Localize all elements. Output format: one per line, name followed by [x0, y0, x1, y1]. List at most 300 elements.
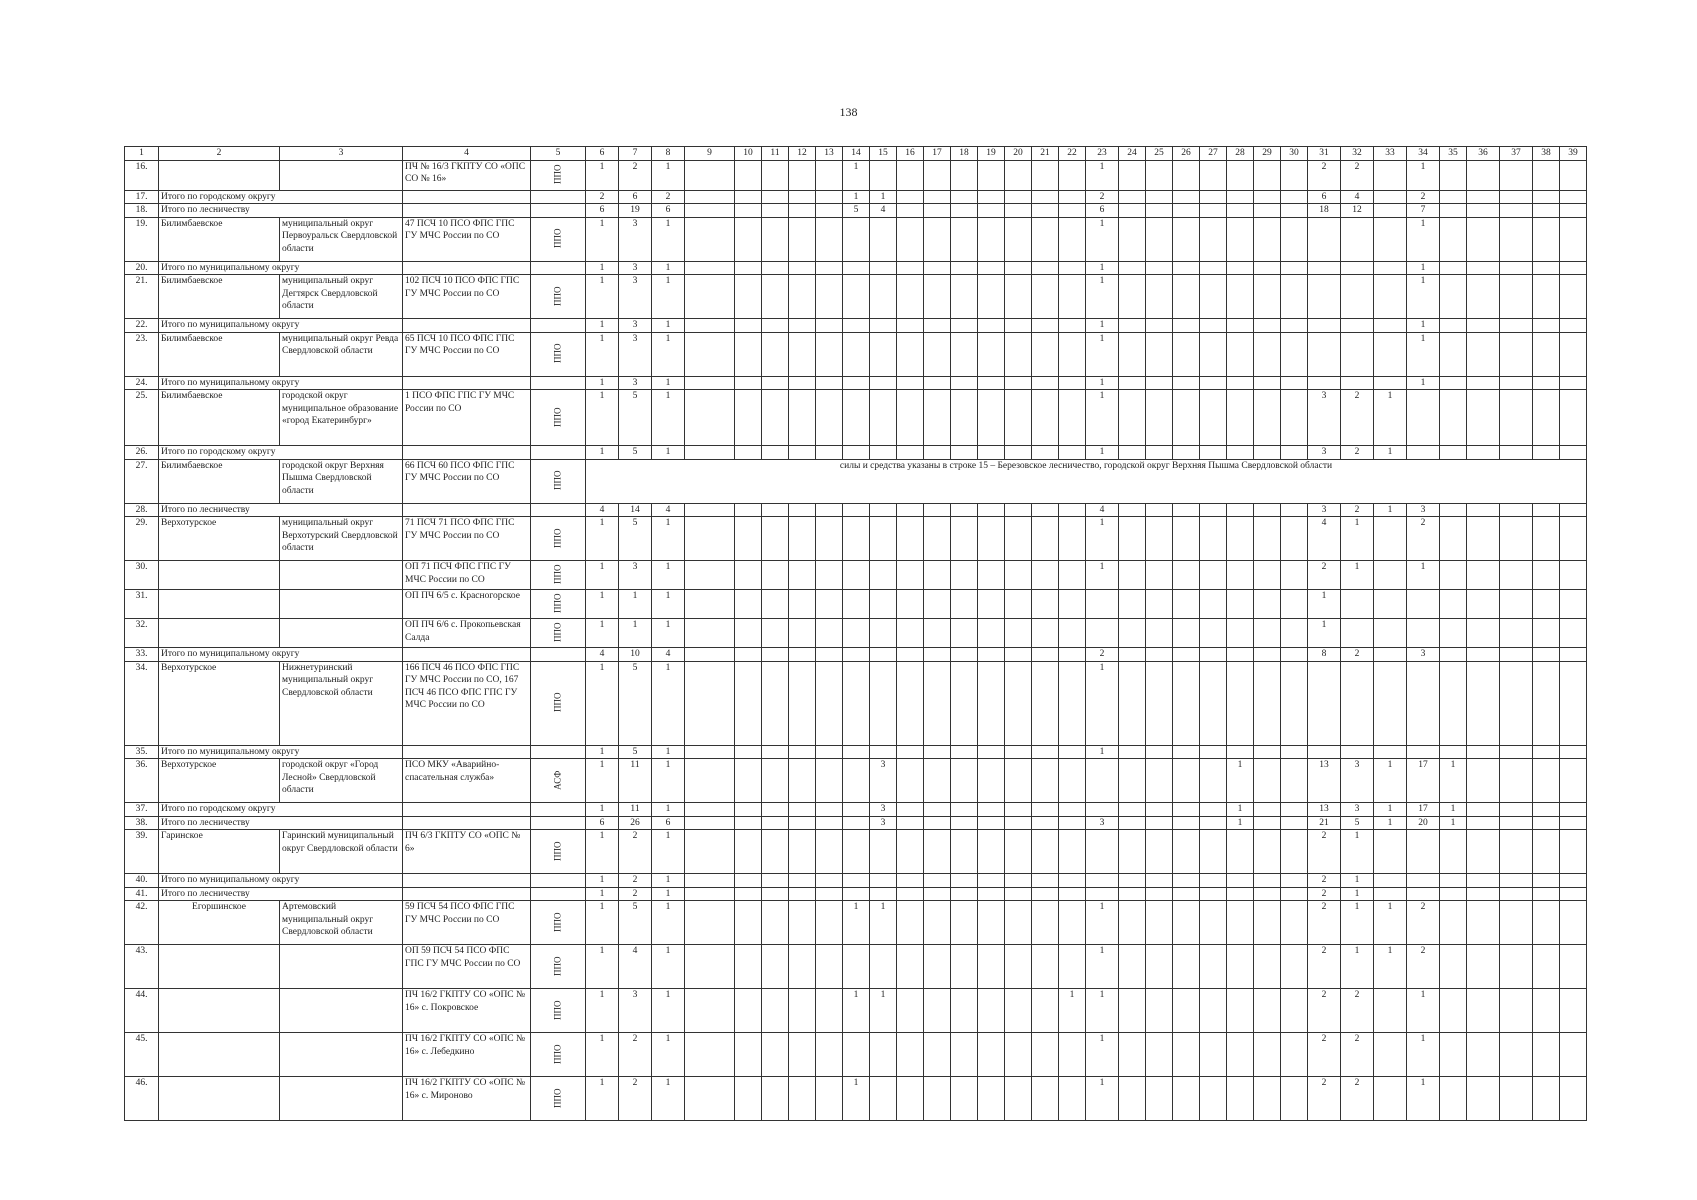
cell-col-11	[762, 661, 789, 745]
cell-col-36	[1467, 619, 1500, 648]
cell-col-7: 5	[619, 661, 652, 745]
cell-col-17	[924, 661, 951, 745]
cell-col-19	[978, 1077, 1005, 1121]
cell-col-6: 1	[586, 619, 619, 648]
unit-type	[531, 989, 586, 1033]
header-col-5: 5	[531, 147, 586, 161]
header-col-39: 39	[1560, 147, 1587, 161]
cell-col-6: 2	[586, 190, 619, 204]
cell-col-38	[1533, 217, 1560, 261]
cell-col-22	[1059, 332, 1086, 376]
cell-col-12	[789, 745, 816, 759]
cell-col-37	[1500, 390, 1533, 446]
cell-col-15	[870, 332, 897, 376]
cell-col-5	[531, 261, 586, 275]
cell-col-31: 2	[1308, 1077, 1341, 1121]
cell-col-12	[789, 590, 816, 619]
cell-col-7: 2	[619, 874, 652, 888]
cell-col-26	[1173, 874, 1200, 888]
municipality-name: городской округ «Город Лесной» Свердловской области	[280, 759, 403, 803]
cell-col-11	[762, 160, 789, 190]
cell-col-6: 1	[586, 319, 619, 333]
cell-col-28	[1227, 945, 1254, 989]
cell-col-7: 5	[619, 517, 652, 561]
cell-col-8: 1	[652, 989, 685, 1033]
cell-col-8: 4	[652, 648, 685, 662]
cell-col-6: 1	[586, 874, 619, 888]
unit-type-label: ППО	[552, 528, 563, 548]
forestry-name: Билимбаевское	[159, 275, 280, 319]
cell-col-10	[735, 803, 762, 817]
cell-col-11	[762, 503, 789, 517]
cell-col-28	[1227, 204, 1254, 218]
cell-col-31: 2	[1308, 874, 1341, 888]
cell-col-24	[1119, 874, 1146, 888]
cell-col-9	[685, 1077, 735, 1121]
unit-type	[531, 661, 586, 745]
cell-col-38	[1533, 945, 1560, 989]
cell-col-36	[1467, 648, 1500, 662]
cell-col-39	[1560, 376, 1587, 390]
cell-col-20	[1005, 590, 1032, 619]
cell-col-7: 5	[619, 901, 652, 945]
cell-col-9	[685, 376, 735, 390]
cell-col-23: 1	[1086, 376, 1119, 390]
cell-col-31: 4	[1308, 517, 1341, 561]
cell-col-28	[1227, 874, 1254, 888]
cell-col-18	[951, 1077, 978, 1121]
cell-col-11	[762, 945, 789, 989]
cell-col-33	[1374, 204, 1407, 218]
cell-col-20	[1005, 874, 1032, 888]
cell-col-5	[531, 446, 586, 460]
municipality-name	[280, 945, 403, 989]
cell-col-28	[1227, 745, 1254, 759]
cell-col-21	[1032, 390, 1059, 446]
cell-col-29	[1254, 332, 1281, 376]
cell-col-23: 1	[1086, 561, 1119, 590]
cell-col-20	[1005, 887, 1032, 901]
cell-col-9	[685, 517, 735, 561]
cell-col-25	[1146, 190, 1173, 204]
table-row	[125, 204, 1587, 218]
header-col-36: 36	[1467, 147, 1500, 161]
unit-type	[531, 217, 586, 261]
cell-col-16	[897, 390, 924, 446]
cell-col-15	[870, 619, 897, 648]
cell-col-23: 1	[1086, 319, 1119, 333]
cell-col-21	[1032, 816, 1059, 830]
cell-col-11	[762, 261, 789, 275]
cell-col-20	[1005, 989, 1032, 1033]
cell-col-32	[1341, 745, 1374, 759]
cell-col-22	[1059, 517, 1086, 561]
cell-col-18	[951, 160, 978, 190]
cell-col-38	[1533, 887, 1560, 901]
cell-col-37	[1500, 517, 1533, 561]
cell-col-14	[843, 803, 870, 817]
cell-col-16	[897, 261, 924, 275]
cell-col-37	[1500, 803, 1533, 817]
cell-col-25	[1146, 1077, 1173, 1121]
cell-col-22	[1059, 1077, 1086, 1121]
cell-col-34	[1407, 390, 1440, 446]
cell-col-25	[1146, 945, 1173, 989]
cell-col-30	[1281, 446, 1308, 460]
cell-col-34	[1407, 590, 1440, 619]
cell-col-13	[816, 816, 843, 830]
cell-col-9	[685, 619, 735, 648]
cell-col-28: 1	[1227, 816, 1254, 830]
cell-col-15	[870, 376, 897, 390]
cell-col-12	[789, 319, 816, 333]
cell-col-20	[1005, 503, 1032, 517]
header-col-3: 3	[280, 147, 403, 161]
cell-col-34: 1	[1407, 332, 1440, 376]
cell-col-17	[924, 446, 951, 460]
unit-type-label: ППО	[552, 1000, 563, 1020]
cell-col-31: 21	[1308, 816, 1341, 830]
cell-col-7: 1	[619, 619, 652, 648]
cell-col-36	[1467, 446, 1500, 460]
cell-col-24	[1119, 989, 1146, 1033]
cell-col-23: 1	[1086, 945, 1119, 989]
cell-col-16	[897, 160, 924, 190]
cell-col-29	[1254, 390, 1281, 446]
cell-col-6: 4	[586, 503, 619, 517]
cell-col-8: 4	[652, 503, 685, 517]
cell-col-38	[1533, 901, 1560, 945]
cell-col-39	[1560, 390, 1587, 446]
cell-col-25	[1146, 874, 1173, 888]
cell-col-20	[1005, 275, 1032, 319]
cell-col-10	[735, 561, 762, 590]
cell-col-10	[735, 503, 762, 517]
cell-col-9	[685, 190, 735, 204]
table-row	[125, 332, 1587, 376]
cell-col-6: 1	[586, 261, 619, 275]
header-col-16: 16	[897, 147, 924, 161]
cell-col-13	[816, 945, 843, 989]
cell-col-15	[870, 503, 897, 517]
cell-col-18	[951, 190, 978, 204]
cell-col-23	[1086, 803, 1119, 817]
header-col-1: 1	[125, 147, 159, 161]
cell-col-19	[978, 204, 1005, 218]
cell-col-38	[1533, 661, 1560, 745]
unit-type-label: ППО	[552, 1044, 563, 1064]
cell-col-7: 2	[619, 887, 652, 901]
cell-col-27	[1200, 901, 1227, 945]
cell-col-27	[1200, 319, 1227, 333]
cell-col-17	[924, 803, 951, 817]
cell-col-7: 2	[619, 1033, 652, 1077]
cell-col-20	[1005, 319, 1032, 333]
cell-col-6: 1	[586, 901, 619, 945]
cell-col-29	[1254, 874, 1281, 888]
cell-col-17	[924, 261, 951, 275]
table-row	[125, 390, 1587, 446]
cell-col-28	[1227, 517, 1254, 561]
row-number: 16.	[125, 160, 159, 190]
cell-col-36	[1467, 874, 1500, 888]
cell-col-16	[897, 446, 924, 460]
cell-col-29	[1254, 204, 1281, 218]
cell-col-7: 3	[619, 275, 652, 319]
cell-col-28	[1227, 901, 1254, 945]
cell-col-9	[685, 160, 735, 190]
cell-col-33	[1374, 261, 1407, 275]
cell-col-18	[951, 275, 978, 319]
cell-col-24	[1119, 619, 1146, 648]
cell-col-29	[1254, 275, 1281, 319]
municipality-name	[280, 1077, 403, 1121]
cell-col-20	[1005, 619, 1032, 648]
cell-col-32	[1341, 376, 1374, 390]
cell-col-23	[1086, 830, 1119, 874]
cell-col-27	[1200, 661, 1227, 745]
cell-col-10	[735, 945, 762, 989]
cell-col-22	[1059, 619, 1086, 648]
cell-col-18	[951, 590, 978, 619]
cell-col-30	[1281, 590, 1308, 619]
cell-col-37	[1500, 887, 1533, 901]
cell-col-32: 2	[1341, 446, 1374, 460]
cell-col-30	[1281, 204, 1308, 218]
cell-col-22	[1059, 160, 1086, 190]
unit-name: ОП ПЧ 6/5 с. Красногорское	[403, 590, 531, 619]
row-number: 32.	[125, 619, 159, 648]
cell-col-9	[685, 275, 735, 319]
cell-col-29	[1254, 590, 1281, 619]
cell-col-12	[789, 661, 816, 745]
header-col-38: 38	[1533, 147, 1560, 161]
cell-col-34: 1	[1407, 1077, 1440, 1121]
cell-col-25	[1146, 745, 1173, 759]
cell-col-38	[1533, 1033, 1560, 1077]
cell-col-6: 1	[586, 590, 619, 619]
cell-col-28	[1227, 275, 1254, 319]
cell-col-29	[1254, 446, 1281, 460]
cell-col-36	[1467, 376, 1500, 390]
cell-col-13	[816, 319, 843, 333]
cell-col-15	[870, 561, 897, 590]
cell-col-28	[1227, 648, 1254, 662]
cell-col-37	[1500, 648, 1533, 662]
cell-col-22	[1059, 390, 1086, 446]
header-col-25: 25	[1146, 147, 1173, 161]
cell-col-12	[789, 275, 816, 319]
cell-col-25	[1146, 261, 1173, 275]
cell-col-27	[1200, 204, 1227, 218]
cell-col-18	[951, 661, 978, 745]
cell-col-21	[1032, 661, 1059, 745]
table-row	[125, 830, 1587, 874]
cell-col-11	[762, 816, 789, 830]
cell-col-33	[1374, 332, 1407, 376]
cell-col-7: 2	[619, 1077, 652, 1121]
cell-col-31: 1	[1308, 619, 1341, 648]
total-label: Итого по муниципальному округу	[159, 376, 403, 390]
cell-col-34	[1407, 874, 1440, 888]
cell-col-30	[1281, 319, 1308, 333]
cell-col-26	[1173, 759, 1200, 803]
cell-col-22	[1059, 830, 1086, 874]
cell-col-37	[1500, 160, 1533, 190]
cell-col-21	[1032, 945, 1059, 989]
cell-col-32: 2	[1341, 160, 1374, 190]
cell-col-30	[1281, 989, 1308, 1033]
cell-col-24	[1119, 561, 1146, 590]
cell-col-23: 4	[1086, 503, 1119, 517]
cell-col-7: 5	[619, 390, 652, 446]
cell-col-31	[1308, 319, 1341, 333]
cell-col-28	[1227, 261, 1254, 275]
cell-col-39	[1560, 648, 1587, 662]
row-note: силы и средства указаны в строке 15 – Березовское лесничество, городской округ Верхняя Пышма Свердловской области	[586, 459, 1587, 503]
cell-col-22: 1	[1059, 989, 1086, 1033]
cell-col-15: 1	[870, 989, 897, 1033]
cell-col-20	[1005, 759, 1032, 803]
unit-type-label: ППО	[552, 912, 563, 932]
cell-col-20	[1005, 390, 1032, 446]
cell-col-13	[816, 648, 843, 662]
cell-col-19	[978, 503, 1005, 517]
cell-col-25	[1146, 319, 1173, 333]
cell-col-11	[762, 217, 789, 261]
cell-col-14	[843, 390, 870, 446]
cell-col-39	[1560, 204, 1587, 218]
cell-col-10	[735, 661, 762, 745]
cell-col-27	[1200, 648, 1227, 662]
cell-col-4	[403, 190, 531, 204]
cell-col-10	[735, 332, 762, 376]
cell-col-28	[1227, 160, 1254, 190]
cell-col-33	[1374, 745, 1407, 759]
cell-col-11	[762, 561, 789, 590]
cell-col-9	[685, 332, 735, 376]
cell-col-24	[1119, 803, 1146, 817]
cell-col-15	[870, 887, 897, 901]
cell-col-11	[762, 648, 789, 662]
total-label: Итого по городскому округу	[159, 190, 403, 204]
header-col-2: 2	[159, 147, 280, 161]
cell-col-32: 2	[1341, 1033, 1374, 1077]
cell-col-39	[1560, 1033, 1587, 1077]
table-row	[125, 759, 1587, 803]
header-col-35: 35	[1440, 147, 1467, 161]
cell-col-8: 1	[652, 1077, 685, 1121]
row-number: 21.	[125, 275, 159, 319]
cell-col-30	[1281, 745, 1308, 759]
cell-col-18	[951, 376, 978, 390]
cell-col-30	[1281, 561, 1308, 590]
cell-col-21	[1032, 1033, 1059, 1077]
cell-col-29	[1254, 816, 1281, 830]
cell-col-11	[762, 275, 789, 319]
cell-col-18	[951, 745, 978, 759]
cell-col-6: 1	[586, 745, 619, 759]
cell-col-33	[1374, 619, 1407, 648]
cell-col-12	[789, 887, 816, 901]
cell-col-27	[1200, 376, 1227, 390]
cell-col-11	[762, 376, 789, 390]
cell-col-13	[816, 446, 843, 460]
municipality-name: городской округ Верхняя Пышма Свердловской области	[280, 459, 403, 503]
cell-col-37	[1500, 503, 1533, 517]
header-col-7: 7	[619, 147, 652, 161]
cell-col-4	[403, 745, 531, 759]
cell-col-13	[816, 190, 843, 204]
cell-col-14	[843, 619, 870, 648]
cell-col-31: 2	[1308, 561, 1341, 590]
cell-col-8: 1	[652, 830, 685, 874]
cell-col-21	[1032, 1077, 1059, 1121]
cell-col-14	[843, 830, 870, 874]
cell-col-29	[1254, 989, 1281, 1033]
cell-col-16	[897, 945, 924, 989]
cell-col-25	[1146, 901, 1173, 945]
cell-col-31	[1308, 661, 1341, 745]
cell-col-15	[870, 517, 897, 561]
cell-col-36	[1467, 759, 1500, 803]
cell-col-13	[816, 619, 843, 648]
cell-col-18	[951, 446, 978, 460]
cell-col-33	[1374, 590, 1407, 619]
cell-col-24	[1119, 332, 1146, 376]
cell-col-6: 1	[586, 759, 619, 803]
cell-col-25	[1146, 989, 1173, 1033]
cell-col-24	[1119, 830, 1146, 874]
cell-col-17	[924, 376, 951, 390]
cell-col-24	[1119, 390, 1146, 446]
cell-col-35: 1	[1440, 759, 1467, 803]
cell-col-39	[1560, 619, 1587, 648]
cell-col-25	[1146, 590, 1173, 619]
cell-col-13	[816, 1077, 843, 1121]
table-row	[125, 1077, 1587, 1121]
cell-col-20	[1005, 803, 1032, 817]
cell-col-29	[1254, 261, 1281, 275]
cell-col-32: 5	[1341, 816, 1374, 830]
cell-col-36	[1467, 901, 1500, 945]
cell-col-7: 3	[619, 989, 652, 1033]
cell-col-11	[762, 332, 789, 376]
cell-col-10	[735, 989, 762, 1033]
cell-col-13	[816, 887, 843, 901]
cell-col-37	[1500, 945, 1533, 989]
cell-col-26	[1173, 945, 1200, 989]
table-row	[125, 901, 1587, 945]
cell-col-20	[1005, 160, 1032, 190]
cell-col-26	[1173, 503, 1200, 517]
cell-col-23	[1086, 759, 1119, 803]
cell-col-22	[1059, 661, 1086, 745]
cell-col-20	[1005, 332, 1032, 376]
cell-col-23: 1	[1086, 745, 1119, 759]
cell-col-37	[1500, 901, 1533, 945]
cell-col-14	[843, 275, 870, 319]
cell-col-7: 3	[619, 261, 652, 275]
cell-col-35: 1	[1440, 803, 1467, 817]
table-row	[125, 261, 1587, 275]
cell-col-8: 1	[652, 945, 685, 989]
cell-col-34: 1	[1407, 376, 1440, 390]
cell-col-11	[762, 446, 789, 460]
cell-col-31: 2	[1308, 1033, 1341, 1077]
cell-col-29	[1254, 503, 1281, 517]
cell-col-28: 1	[1227, 759, 1254, 803]
